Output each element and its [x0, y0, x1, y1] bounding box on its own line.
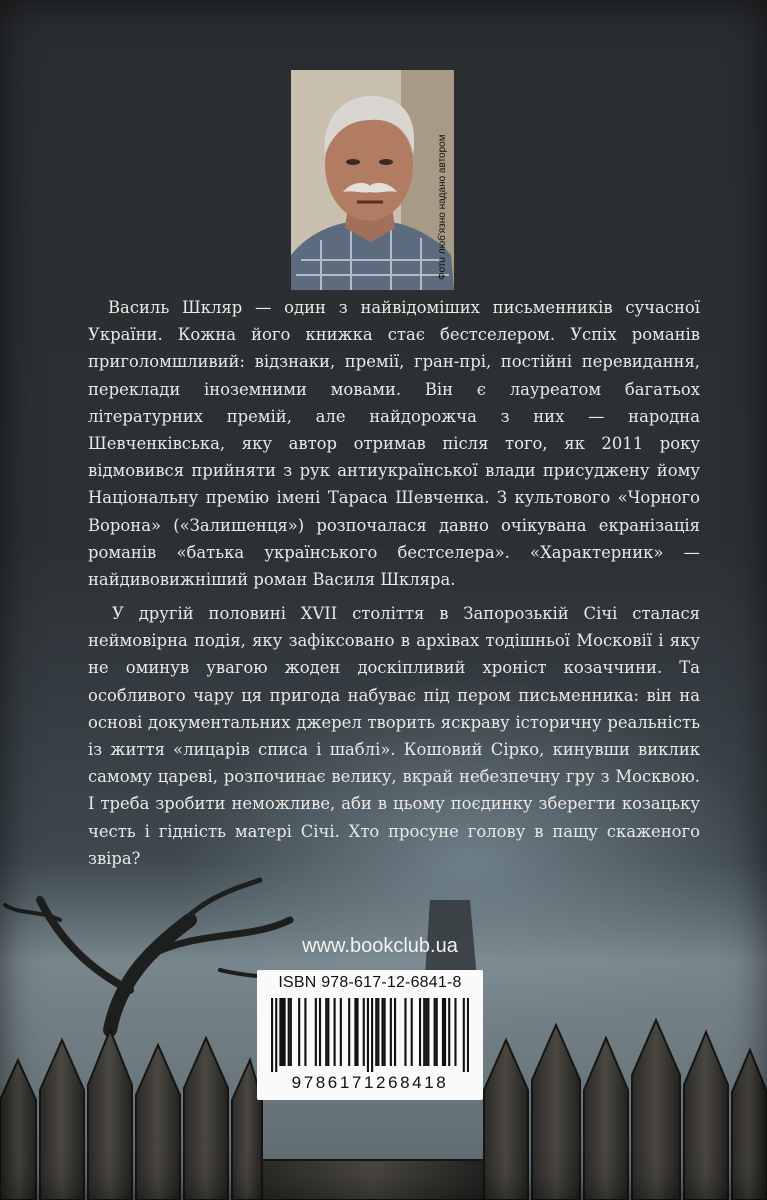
barcode-bar [375, 998, 377, 1066]
barcode-bar [348, 998, 350, 1066]
barcode-bar [436, 998, 438, 1066]
author-portrait-image [291, 70, 454, 290]
barcode-bar [425, 998, 427, 1066]
barcode-bar [467, 998, 469, 1072]
barcode-bar [340, 998, 342, 1066]
barcode-digits: 9786171268418 [291, 1073, 449, 1092]
barcode-bar [363, 998, 365, 1066]
photo-credit: Фото люб'язно надано автором [437, 134, 448, 280]
book-synopsis: У другій половині XVII століття в Запорозькій Січі сталася неймовірна подія, яку зафіксовано в архівах тодішньої Московії і яку не оминув увагою жоден доскіпливий хроніст козаччини. Та особливого чару ця пригода набуває під пером письменника: він на основі документальних джерел творить яскраву історичну реальність із життя «лицарів списа і шаблі». Кошовий Сірко, кинувши виклик самому цареві, розпочинає велику, вкрай небезпечну гру з Москвою. І треба зробити неможливе, аби в цьому поєдинку зберегти козацьку честь і гідність матері Січі. Хто просуне голову в пащу скаженого звіра? [88, 604, 700, 868]
barcode-bar [354, 998, 356, 1066]
barcode-bar [288, 998, 290, 1066]
barcode-bar [419, 998, 421, 1066]
barcode-bar [290, 998, 292, 1066]
barcode-bar [411, 998, 413, 1066]
barcode-bar [454, 998, 456, 1066]
barcode-bar [394, 998, 396, 1066]
publisher-website: www.bookclub.ua [302, 935, 458, 957]
barcode-bar [377, 998, 379, 1066]
barcode-bar [279, 998, 281, 1066]
author-photo [291, 70, 454, 290]
barcode-bar [334, 998, 336, 1066]
barcode-bar [271, 998, 273, 1072]
barcode-bar [284, 998, 286, 1066]
barcode-bar [384, 998, 386, 1066]
barcode-bar [356, 998, 358, 1066]
barcode-bar [444, 998, 446, 1066]
isbn-number: ISBN 978-617-12-6841-8 [278, 974, 462, 991]
barcode-bar [281, 998, 283, 1066]
barcode-bar [298, 998, 300, 1066]
barcode-bars [271, 998, 469, 1072]
barcode-bar [423, 998, 425, 1066]
barcode-bar [275, 998, 277, 1072]
barcode-bar [327, 998, 329, 1066]
barcode-bar [315, 998, 317, 1066]
barcode-bar [463, 998, 465, 1072]
barcode-bar [304, 998, 306, 1066]
isbn-barcode [257, 970, 483, 1100]
barcode-bar [390, 998, 392, 1066]
barcode-bar [367, 998, 369, 1072]
barcode-bar [381, 998, 383, 1066]
barcode-bar [448, 998, 450, 1066]
barcode-bar [427, 998, 429, 1066]
barcode-bar [404, 998, 406, 1066]
author-biography: Василь Шкляр — один з найвідоміших письменників сучасної України. Кожна його книжка стає бестселером. Успіх романів приголомшливий: відзнаки, премії, гран-прі, постійні перевидання, переклади іноземними мовами. Він є лауреатом багатьох літературних премій, але найдорожча з них — народна Шевченківська, яку автор отримав після того, як 2011 року відмовився прийняти з рук антиукраїнської влади присуджену йому Національну премію імені Тараса Шевченка. З культового «Чорного Ворона» («Залишенця») розпочалася давно очікувана екранізація романів «батька українського бестселера». «Характерник» — найдивовижніший роман Василя Шкляра. [88, 298, 700, 590]
barcode-bar [325, 998, 327, 1066]
barcode-bar [371, 998, 373, 1072]
barcode-bar [442, 998, 444, 1066]
barcode-bar [434, 998, 436, 1066]
barcode-bar [319, 998, 321, 1066]
